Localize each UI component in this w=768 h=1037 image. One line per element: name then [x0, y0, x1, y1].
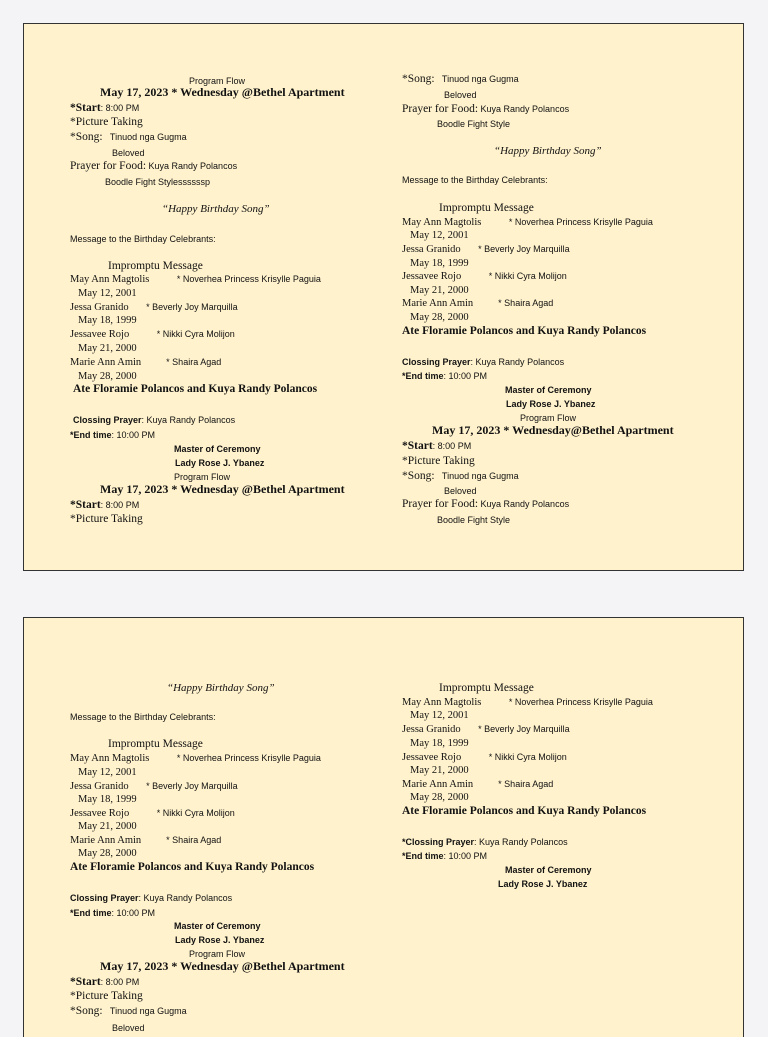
line-text: Ate Floramie Polancos and Kuya Randy Polancos — [73, 383, 318, 395]
line-detail: * Shaira Agad — [141, 357, 222, 367]
line-detail: : 10:00 PM — [443, 371, 488, 381]
line-text: Ate Floramie Polancos and Kuya Randy Polancos — [402, 805, 647, 817]
line-text: Beloved — [112, 148, 145, 158]
line-text: Prayer for Food: — [402, 103, 479, 115]
line-text: May 12, 2001 — [410, 710, 469, 721]
line-text: Jessa Granido — [402, 724, 461, 735]
line-text: Lady Rose J. Ybanez — [498, 879, 588, 889]
document-line — [70, 904, 155, 920]
line-text: *Song: — [70, 1005, 103, 1017]
line-detail: : Kuya Randy Polancos — [470, 357, 565, 367]
line-text: May 21, 2000 — [78, 821, 137, 832]
line-detail: * Noverhea Princess Krisylle Paguia — [481, 217, 653, 227]
document-line — [73, 411, 235, 427]
document-line — [70, 230, 216, 246]
document-line — [100, 958, 345, 974]
line-text: Boodle Fight Stylessssssp — [105, 177, 211, 187]
line-text: Jessavee Rojo — [70, 808, 130, 819]
document-line — [402, 367, 487, 383]
line-text: May 12, 2001 — [78, 767, 137, 778]
line-text: Marie Ann Amin — [402, 298, 474, 309]
line-detail: : 10:00 PM — [111, 908, 156, 918]
line-detail: * Nikki Cyra Molijon — [461, 752, 567, 762]
document-page-2 — [23, 617, 744, 1037]
line-text: May 28, 2000 — [78, 848, 137, 859]
line-text: May 18, 1999 — [78, 315, 137, 326]
line-text: Clossing Prayer — [73, 415, 142, 425]
document-line — [70, 858, 314, 874]
document-line — [402, 847, 487, 863]
line-text: Impromptu Message — [108, 738, 203, 750]
line-text: *Start — [70, 102, 101, 114]
line-detail: * Beverly Joy Marquilla — [128, 302, 238, 312]
line-text: Message to the Birthday Celebrants: — [70, 234, 216, 244]
document-line — [70, 889, 232, 905]
line-text: Program Flow — [174, 472, 231, 482]
line-text: Master of Ceremony — [505, 865, 592, 875]
line-text: Marie Ann Amin — [402, 779, 474, 790]
document-line — [402, 100, 569, 116]
document-line — [167, 679, 275, 695]
line-text: Program Flow — [189, 949, 246, 959]
document-line — [70, 510, 143, 526]
line-text: Program Flow — [520, 413, 577, 423]
line-detail: * Shaira Agad — [141, 835, 222, 845]
line-text: *Song: — [402, 73, 435, 85]
line-text: Beloved — [112, 1023, 145, 1033]
line-text: Boodle Fight Style — [437, 515, 511, 525]
line-text: May 21, 2000 — [78, 343, 137, 354]
line-text: *End time — [70, 430, 112, 440]
document-line — [112, 1019, 145, 1035]
line-detail: Kuya Randy Polancos — [478, 104, 570, 114]
line-detail: : 8:00 PM — [100, 977, 140, 987]
line-text: May 17, 2023 * Wednesday @Bethel Apartment — [100, 959, 345, 973]
line-detail: * Shaira Agad — [473, 298, 554, 308]
line-text: Ate Floramie Polancos and Kuya Randy Polancos — [70, 861, 315, 873]
line-text: May 18, 1999 — [410, 738, 469, 749]
line-text: Message to the Birthday Celebrants: — [70, 712, 216, 722]
line-text: *Clossing Prayer — [402, 837, 475, 847]
line-text: May 21, 2000 — [410, 285, 469, 296]
line-text: Impromptu Message — [108, 260, 203, 272]
line-detail: Tinuod nga Gugma — [102, 1006, 187, 1016]
document-line — [498, 875, 587, 891]
document-line — [70, 1002, 187, 1018]
line-detail: * Beverly Joy Marquilla — [460, 244, 570, 254]
document-line — [70, 426, 155, 442]
line-detail: * Nikki Cyra Molijon — [129, 329, 235, 339]
line-text: *End time — [402, 851, 444, 861]
line-text: *Picture Taking — [402, 455, 475, 467]
line-text: Impromptu Message — [439, 682, 534, 694]
document-line — [70, 157, 237, 173]
line-text: *Song: — [402, 470, 435, 482]
line-detail: * Noverhea Princess Krisylle Paguia — [149, 274, 321, 284]
line-detail: * Noverhea Princess Krisylle Paguia — [481, 697, 653, 707]
line-detail: : 8:00 PM — [100, 500, 140, 510]
document-line — [402, 171, 548, 187]
line-text: Beloved — [444, 486, 477, 496]
line-text: Clossing Prayer — [402, 357, 471, 367]
document-line — [402, 495, 569, 511]
line-detail: Tinuod nga Gugma — [434, 74, 519, 84]
line-text: “Happy Birthday Song” — [162, 203, 270, 215]
line-text: *Picture Taking — [70, 513, 143, 525]
line-text: May 12, 2001 — [78, 288, 137, 299]
line-text: *Start — [402, 440, 433, 452]
line-detail: : Kuya Randy Polancos — [474, 837, 568, 847]
line-text: *Start — [70, 499, 101, 511]
line-text: “Happy Birthday Song” — [494, 145, 602, 157]
line-text: *Picture Taking — [70, 990, 143, 1002]
document-line — [100, 84, 345, 100]
line-text: *End time — [70, 908, 112, 918]
line-text: Lady Rose J. Ybanez — [506, 399, 596, 409]
line-text: Jessavee Rojo — [402, 752, 462, 763]
line-text: May Ann Magtolis — [402, 217, 482, 228]
line-detail: : 8:00 PM — [100, 103, 140, 113]
line-text: May 28, 2000 — [410, 792, 469, 803]
line-text: *Picture Taking — [70, 116, 143, 128]
line-text: Prayer for Food: — [402, 498, 479, 510]
line-detail: Kuya Randy Polancos — [478, 499, 570, 509]
line-text: Impromptu Message — [439, 202, 534, 214]
line-text: *Song: — [70, 131, 103, 143]
line-text: May 18, 1999 — [78, 794, 137, 805]
line-detail: : 10:00 PM — [111, 430, 156, 440]
line-text: *End time — [402, 371, 444, 381]
document-line — [100, 481, 345, 497]
line-text: May Ann Magtolis — [402, 697, 482, 708]
line-text: May 17, 2023 * Wednesday@Bethel Apartment — [432, 423, 674, 437]
line-text: Marie Ann Amin — [70, 835, 142, 846]
document-line — [402, 322, 646, 338]
line-detail: : Kuya Randy Polancos — [138, 893, 233, 903]
document-line — [70, 128, 187, 144]
document-line — [162, 200, 270, 216]
line-text: Marie Ann Amin — [70, 357, 142, 368]
document-line — [432, 422, 674, 438]
line-detail: * Nikki Cyra Molijon — [129, 808, 235, 818]
line-detail: Tinuod nga Gugma — [102, 132, 187, 142]
line-text: Lady Rose J. Ybanez — [175, 935, 265, 945]
line-text: May 21, 2000 — [410, 765, 469, 776]
line-detail: * Nikki Cyra Molijon — [461, 271, 567, 281]
line-text: May 18, 1999 — [410, 258, 469, 269]
line-text: Ate Floramie Polancos and Kuya Randy Polancos — [402, 325, 647, 337]
line-text: Master of Ceremony — [505, 385, 592, 395]
document-line — [73, 380, 317, 396]
line-text: May 28, 2000 — [410, 312, 469, 323]
document-line — [70, 987, 143, 1003]
line-text: May 17, 2023 * Wednesday @Bethel Apartment — [100, 85, 345, 99]
line-detail: : Kuya Randy Polancos — [141, 415, 236, 425]
line-detail: : 10:00 PM — [443, 851, 488, 861]
line-text: Jessavee Rojo — [70, 329, 130, 340]
line-text: May 12, 2001 — [410, 230, 469, 241]
line-detail: Kuya Randy Polancos — [146, 161, 238, 171]
line-detail: * Shaira Agad — [473, 779, 554, 789]
line-text: Jessa Granido — [402, 244, 461, 255]
document-page-1 — [23, 23, 744, 571]
line-detail: * Beverly Joy Marquilla — [460, 724, 570, 734]
line-text: May 28, 2000 — [78, 371, 137, 382]
line-detail: * Beverly Joy Marquilla — [128, 781, 238, 791]
line-detail: : 8:00 PM — [432, 441, 472, 451]
line-text: May Ann Magtolis — [70, 753, 150, 764]
document-line — [70, 708, 216, 724]
document-line — [402, 452, 475, 468]
line-text: May Ann Magtolis — [70, 274, 150, 285]
line-text: “Happy Birthday Song” — [167, 682, 275, 694]
line-text: Beloved — [444, 90, 477, 100]
line-detail: * Noverhea Princess Krisylle Paguia — [149, 753, 321, 763]
document-line — [437, 511, 510, 527]
line-text: Master of Ceremony — [174, 444, 261, 454]
line-text: Jessa Granido — [70, 302, 129, 313]
line-detail: Tinuod nga Gugma — [434, 471, 519, 481]
document-line — [437, 115, 510, 131]
document-line — [402, 437, 471, 453]
line-text: Program Flow — [189, 76, 246, 86]
line-text: Lady Rose J. Ybanez — [175, 458, 265, 468]
document-line — [70, 113, 143, 129]
line-text: Jessa Granido — [70, 781, 129, 792]
line-text: Jessavee Rojo — [402, 271, 462, 282]
line-text: Master of Ceremony — [174, 921, 261, 931]
line-text: Message to the Birthday Celebrants: — [402, 175, 548, 185]
document-line — [402, 802, 646, 818]
document-line — [402, 70, 519, 86]
line-text: *Start — [70, 976, 101, 988]
document-line — [105, 173, 210, 189]
document-line — [402, 467, 519, 483]
line-text: May 17, 2023 * Wednesday @Bethel Apartment — [100, 482, 345, 496]
line-text: Boodle Fight Style — [437, 119, 511, 129]
document-line — [494, 142, 602, 158]
line-text: Clossing Prayer — [70, 893, 139, 903]
line-text: Prayer for Food: — [70, 160, 147, 172]
